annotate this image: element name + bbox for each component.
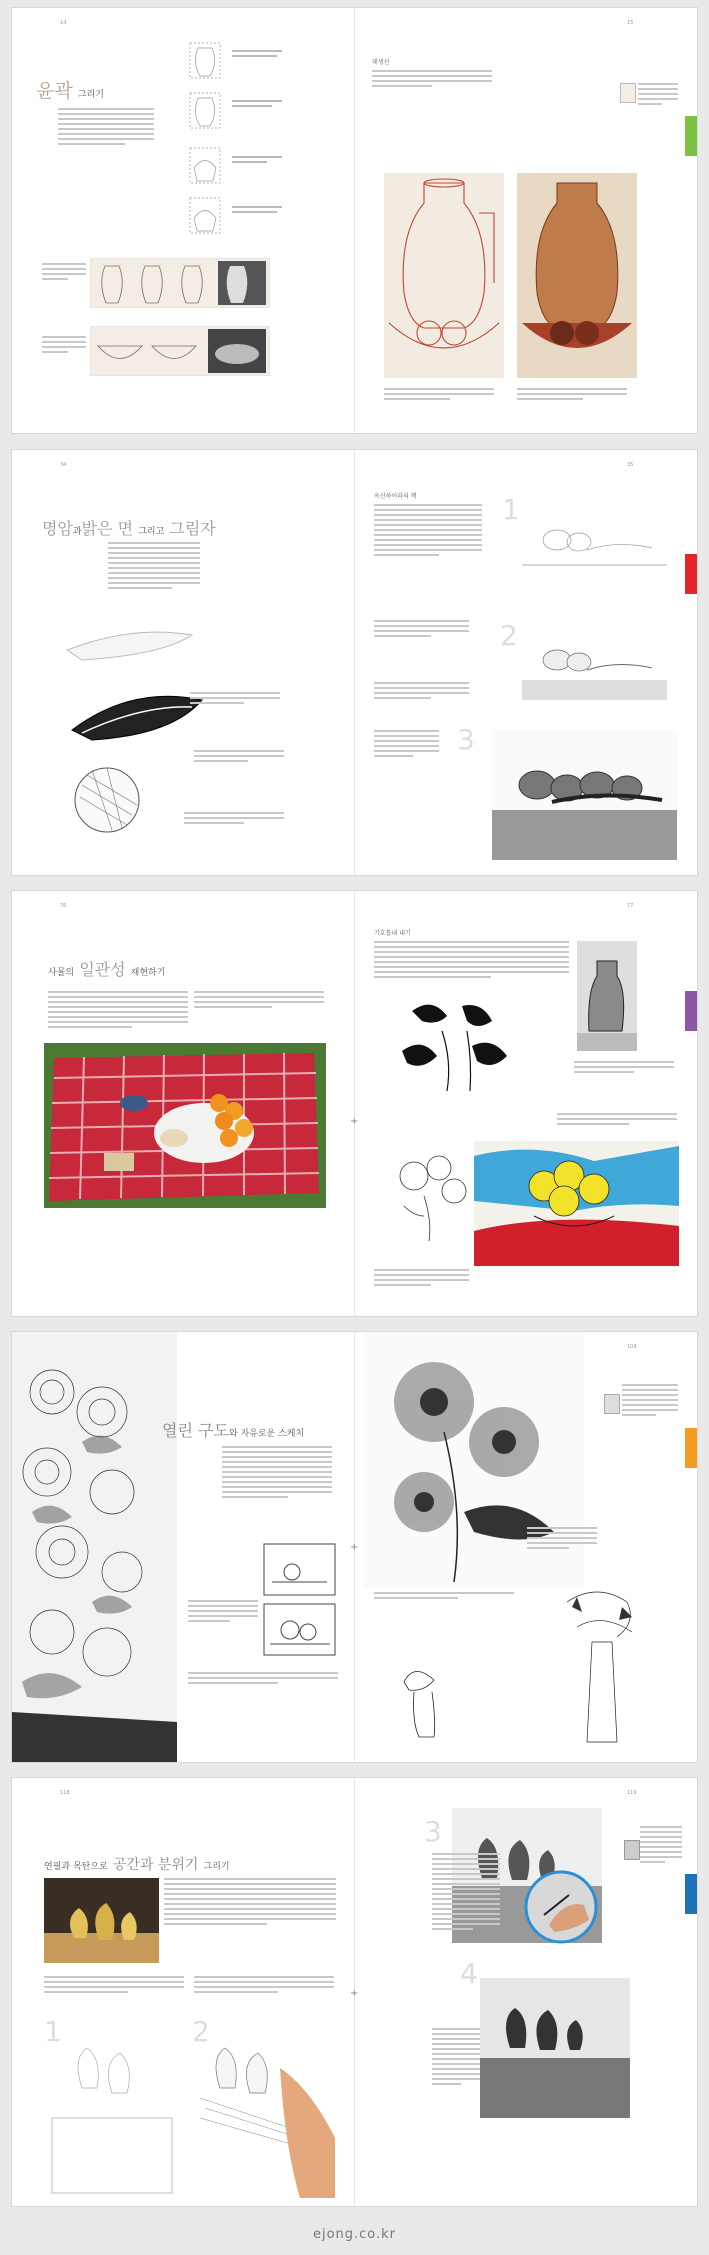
title-part-2: 과 <box>72 527 82 537</box>
vase-painted-drawing <box>517 173 637 378</box>
body-text <box>222 1446 332 1501</box>
section-title <box>44 1854 230 1874</box>
caption-1 <box>574 1061 674 1076</box>
right-image-caption-2 <box>517 388 627 403</box>
caption-2 <box>188 1672 338 1687</box>
still-life-step-2 <box>517 610 672 705</box>
body-text <box>108 542 200 592</box>
step-text-4 <box>432 2028 480 2088</box>
picnic-still-life-photo <box>44 1043 326 1208</box>
body-text-1 <box>48 991 188 1031</box>
still-life-step-3 <box>492 730 677 860</box>
page-number-left: 34 <box>60 462 67 468</box>
side-thumbnail <box>604 1394 620 1414</box>
bowl-strip-illustration <box>90 326 270 376</box>
still-life-step-1 <box>517 490 672 585</box>
title-part-2: 공간과 분위기 <box>112 1857 199 1873</box>
caption-1 <box>190 692 280 707</box>
side-thumbnail <box>620 83 636 103</box>
title-sub: 그리기 <box>77 90 104 100</box>
right-body-text <box>372 70 492 90</box>
section-title <box>48 957 165 980</box>
title-part-3: 재현하기 <box>130 968 166 978</box>
vase-strip-illustration <box>90 258 270 308</box>
center-marker: + <box>350 1542 359 1553</box>
pear-sketch-step-2 <box>190 2028 340 2198</box>
vase-line-drawing <box>384 173 504 378</box>
center-marker: + <box>350 1116 359 1127</box>
page-number-right: 119 <box>627 1790 637 1796</box>
right-heading: 옥신하이라의 책 <box>374 493 417 500</box>
page-number-left: 76 <box>60 903 67 909</box>
title-part-1: 연필과 목탄으로 <box>44 1862 108 1872</box>
title-part-5: 그림자 <box>169 519 216 538</box>
caption-left-2 <box>42 336 86 356</box>
body-text-2 <box>194 991 324 1011</box>
title-main: 윤곽 <box>36 80 73 102</box>
title-part-2: 와 자유로운 스케치 <box>228 1429 305 1439</box>
caption-1 <box>188 1600 258 1625</box>
step-text-1 <box>374 620 469 640</box>
section-title <box>162 1418 304 1441</box>
caption-2 <box>557 1113 677 1128</box>
spread-3 <box>12 891 697 1316</box>
pear-sketch-step-1 <box>42 2028 182 2198</box>
step-number-1: 1 <box>502 493 520 526</box>
pear-still-life-photo <box>44 1878 159 1963</box>
footer-site-url[interactable]: ejong.co.kr <box>312 2227 397 2242</box>
step-number-2: 2 <box>500 619 518 652</box>
step-number-2: 2 <box>192 2015 210 2048</box>
page-number-left: 14 <box>60 20 67 26</box>
section-title <box>36 76 104 103</box>
step-number-1: 1 <box>44 2015 62 2048</box>
spread-5 <box>12 1778 697 2206</box>
ink-flower-sketch <box>382 991 542 1101</box>
page-number-right: 109 <box>627 1344 637 1350</box>
rose-bouquet-drawing <box>12 1332 177 1762</box>
caption-3 <box>374 1269 469 1289</box>
spread-1 <box>12 8 697 433</box>
step-number-3: 3 <box>424 1815 442 1848</box>
title-part-1: 명암 <box>42 519 73 538</box>
step-text-3 <box>374 730 439 760</box>
chapter-tab <box>685 116 697 156</box>
title-part-1: 사물의 <box>48 968 75 978</box>
title-part-3: 밝은 면 <box>81 519 134 538</box>
page-number-right: 15 <box>627 20 634 26</box>
title-part-4: 그리고 <box>138 527 165 537</box>
caption-2 <box>194 750 284 765</box>
sketch-box-1 <box>262 1542 337 1597</box>
spine <box>354 8 355 433</box>
step-text-2 <box>374 682 469 702</box>
caption-4 <box>374 1592 514 1602</box>
caption-3 <box>527 1527 597 1552</box>
banana-sketch-illustration <box>52 615 232 835</box>
title-part-2: 일관성 <box>79 960 126 979</box>
caption-left-1 <box>42 263 86 283</box>
chapter-tab <box>685 554 697 594</box>
spread-4 <box>12 1332 697 1762</box>
page-number-right: 35 <box>627 462 634 468</box>
colored-still-life-painting <box>474 1141 679 1266</box>
small-vase-sketch <box>374 1662 469 1742</box>
ink-sketch-photo <box>577 941 637 1051</box>
side-note <box>622 1384 678 1419</box>
flower-outline-sketch <box>384 1146 484 1246</box>
spine <box>354 450 355 875</box>
body-text <box>164 1878 336 1928</box>
page-number-left: 118 <box>60 1790 70 1796</box>
title-part-3: 그리기 <box>203 1862 230 1872</box>
right-heading: 데생선 <box>372 59 390 66</box>
side-note <box>638 83 678 108</box>
spine <box>354 891 355 1316</box>
spread-2 <box>12 450 697 875</box>
right-heading: 기호를내 내기 <box>374 930 411 937</box>
center-marker: + <box>350 1988 359 1999</box>
right-body-text <box>374 941 569 981</box>
chapter-tab <box>685 1428 697 1468</box>
step-number-4: 4 <box>460 1957 478 1990</box>
sketch-box-2 <box>262 1602 337 1657</box>
step-text-3 <box>432 1853 500 1933</box>
chapter-tab <box>685 1874 697 1914</box>
step-number-3: 3 <box>457 723 475 756</box>
chapter-tab <box>685 991 697 1031</box>
outline-step-illustrations <box>180 38 290 243</box>
drawing-hand-closeup <box>524 1870 598 1944</box>
caption-3 <box>184 812 284 827</box>
body-text <box>58 108 154 148</box>
side-thumbnail <box>624 1840 640 1860</box>
step-text-1 <box>44 1976 184 1996</box>
tall-vase-flower-sketch <box>547 1582 662 1752</box>
side-note <box>640 1826 682 1866</box>
page-number-right: 77 <box>627 903 634 909</box>
section-title <box>42 516 216 539</box>
right-image-caption-1 <box>384 388 494 403</box>
right-body-text <box>374 504 482 559</box>
step-text-2 <box>194 1976 334 1996</box>
pear-finished-drawing-4 <box>480 1978 630 2118</box>
title-part-1: 열린 구도 <box>162 1421 229 1440</box>
